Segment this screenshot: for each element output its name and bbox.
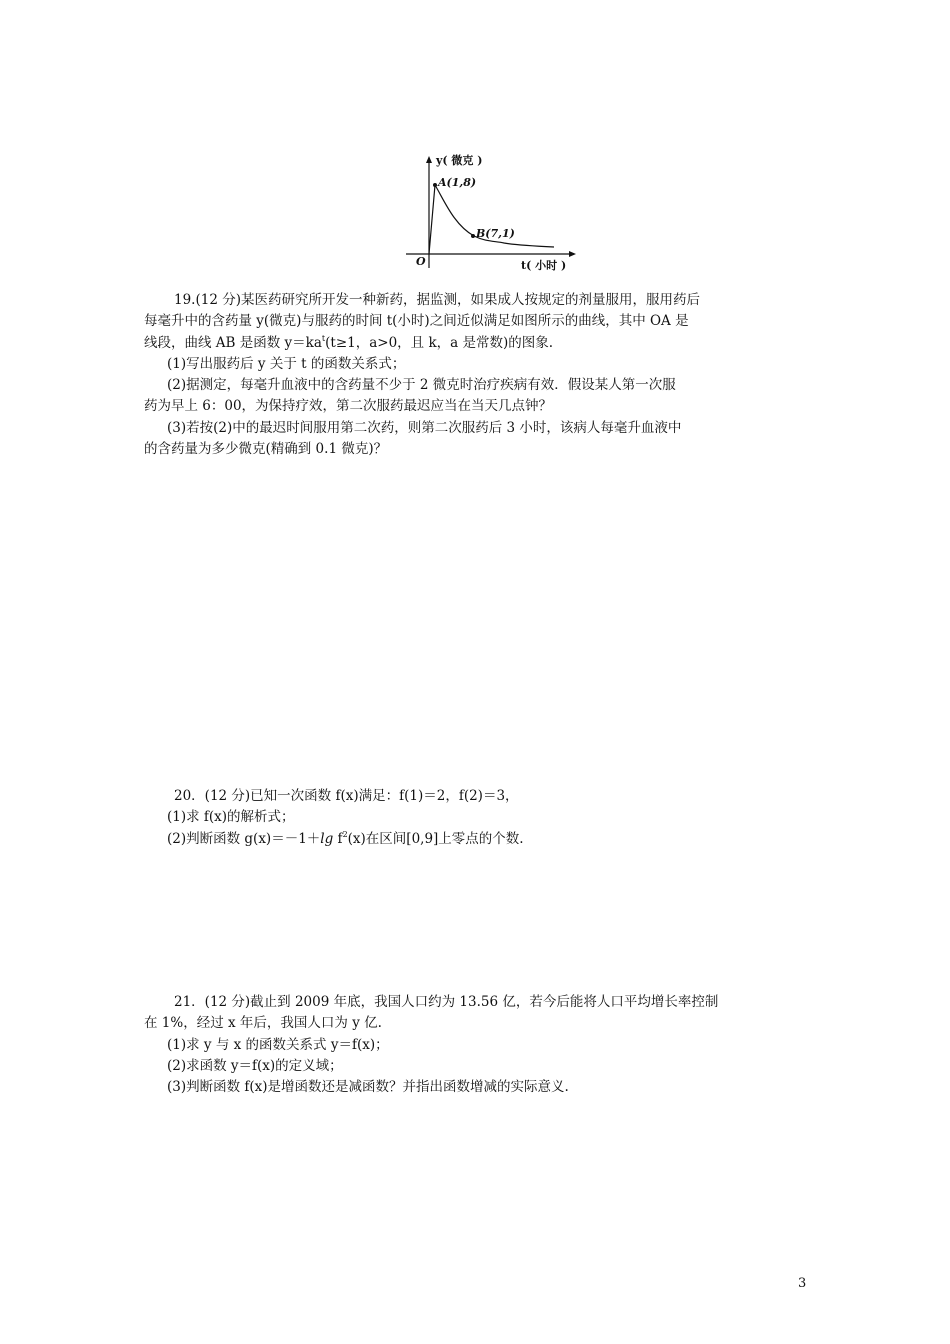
origin-label: O xyxy=(416,255,426,268)
figure-svg xyxy=(404,150,580,276)
problem-20-q2-post: (x)在区间[0,9]上零点的个数. xyxy=(347,830,524,847)
segment-oa xyxy=(429,185,435,254)
y-axis-label: y( 微克 ) xyxy=(436,154,483,167)
problem-20 xyxy=(144,786,808,850)
lg-symbol: lg xyxy=(320,830,334,847)
problem-21-line-2: 在 1%，经过 x 年后，我国人口为 y 亿. xyxy=(144,1015,382,1032)
problem-19-q3-line-1: (3)若按(2)中的最迟时间服用第二次药，则第二次服药后 3 小时，该病人每毫升血液中 xyxy=(167,419,682,436)
problem-20-q1: (1)求 f(x)的解析式； xyxy=(167,809,295,826)
decay-curve-figure xyxy=(404,150,580,276)
problem-21-q2: (2)求函数 y＝f(x)的定义域； xyxy=(167,1057,343,1074)
problem-20-q2-mid: f xyxy=(333,830,343,847)
problem-19-q1: (1)写出服药后 y 关于 t 的函数关系式； xyxy=(167,355,406,372)
problem-21-line-1: 21．(12 分)截止到 2009 年底，我国人口约为 13.56 亿，若今后能将人口平均增长率控制 xyxy=(174,994,719,1010)
problem-19-line-2: 每毫升中的含药量 y(微克)与服药的时间 t(小时)之间近似满足如图所示的曲线，其中 OA 是 xyxy=(144,313,689,330)
problem-20-q2-pre: (2)判断函数 g(x)＝－1＋ xyxy=(167,830,321,847)
problem-19 xyxy=(144,290,808,460)
problem-21-q1: (1)求 y 与 x 的函数关系式 y＝f(x)； xyxy=(167,1036,389,1053)
point-b xyxy=(471,234,475,238)
problem-20-q2 xyxy=(144,829,808,850)
problem-19-line-3-pre: 线段，曲线 AB 是函数 y＝ka xyxy=(144,334,322,351)
problem-19-q2-line-2: 药为早上 6：00，为保持疗效，第二次服药最迟应当在当天几点钟？ xyxy=(144,398,553,415)
problem-19-q2-line-1: (2)据测定，每毫升血液中的含药量不少于 2 微克时治疗疾病有效．假设某人第一次服 xyxy=(167,377,676,394)
problem-20-line-1: 20．(12 分)已知一次函数 f(x)满足：f(1)＝2，f(2)＝3， xyxy=(174,788,519,804)
problem-19-line-1: 19.(12 分)某医药研究所开发一种新药，据监测，如果成人按规定的剂量服用，服用药后 xyxy=(174,292,700,308)
x-axis-arrow xyxy=(569,251,576,257)
y-axis-arrow xyxy=(426,156,432,163)
problem-19-q3-line-2: 的含药量为多少微克(精确到 0.1 微克)？ xyxy=(144,441,388,458)
exponent-t: t xyxy=(321,333,326,343)
point-a xyxy=(433,183,437,187)
x-axis-label: t( 小时 ) xyxy=(521,259,567,272)
problem-21 xyxy=(144,992,808,1098)
problem-19-line-3 xyxy=(144,333,808,354)
exponent-2: 2 xyxy=(342,829,348,839)
point-a-label: A(1,8) xyxy=(438,176,477,189)
problem-21-q3: (3)判断函数 f(x)是增函数还是减函数？并指出函数增减的实际意义. xyxy=(167,1079,569,1096)
page-number: 3 xyxy=(798,1276,807,1291)
point-b-label: B(7,1) xyxy=(476,227,515,240)
problem-19-line-3-post: (t≥1，a>0，且 k，a 是常数)的图象. xyxy=(325,334,554,351)
